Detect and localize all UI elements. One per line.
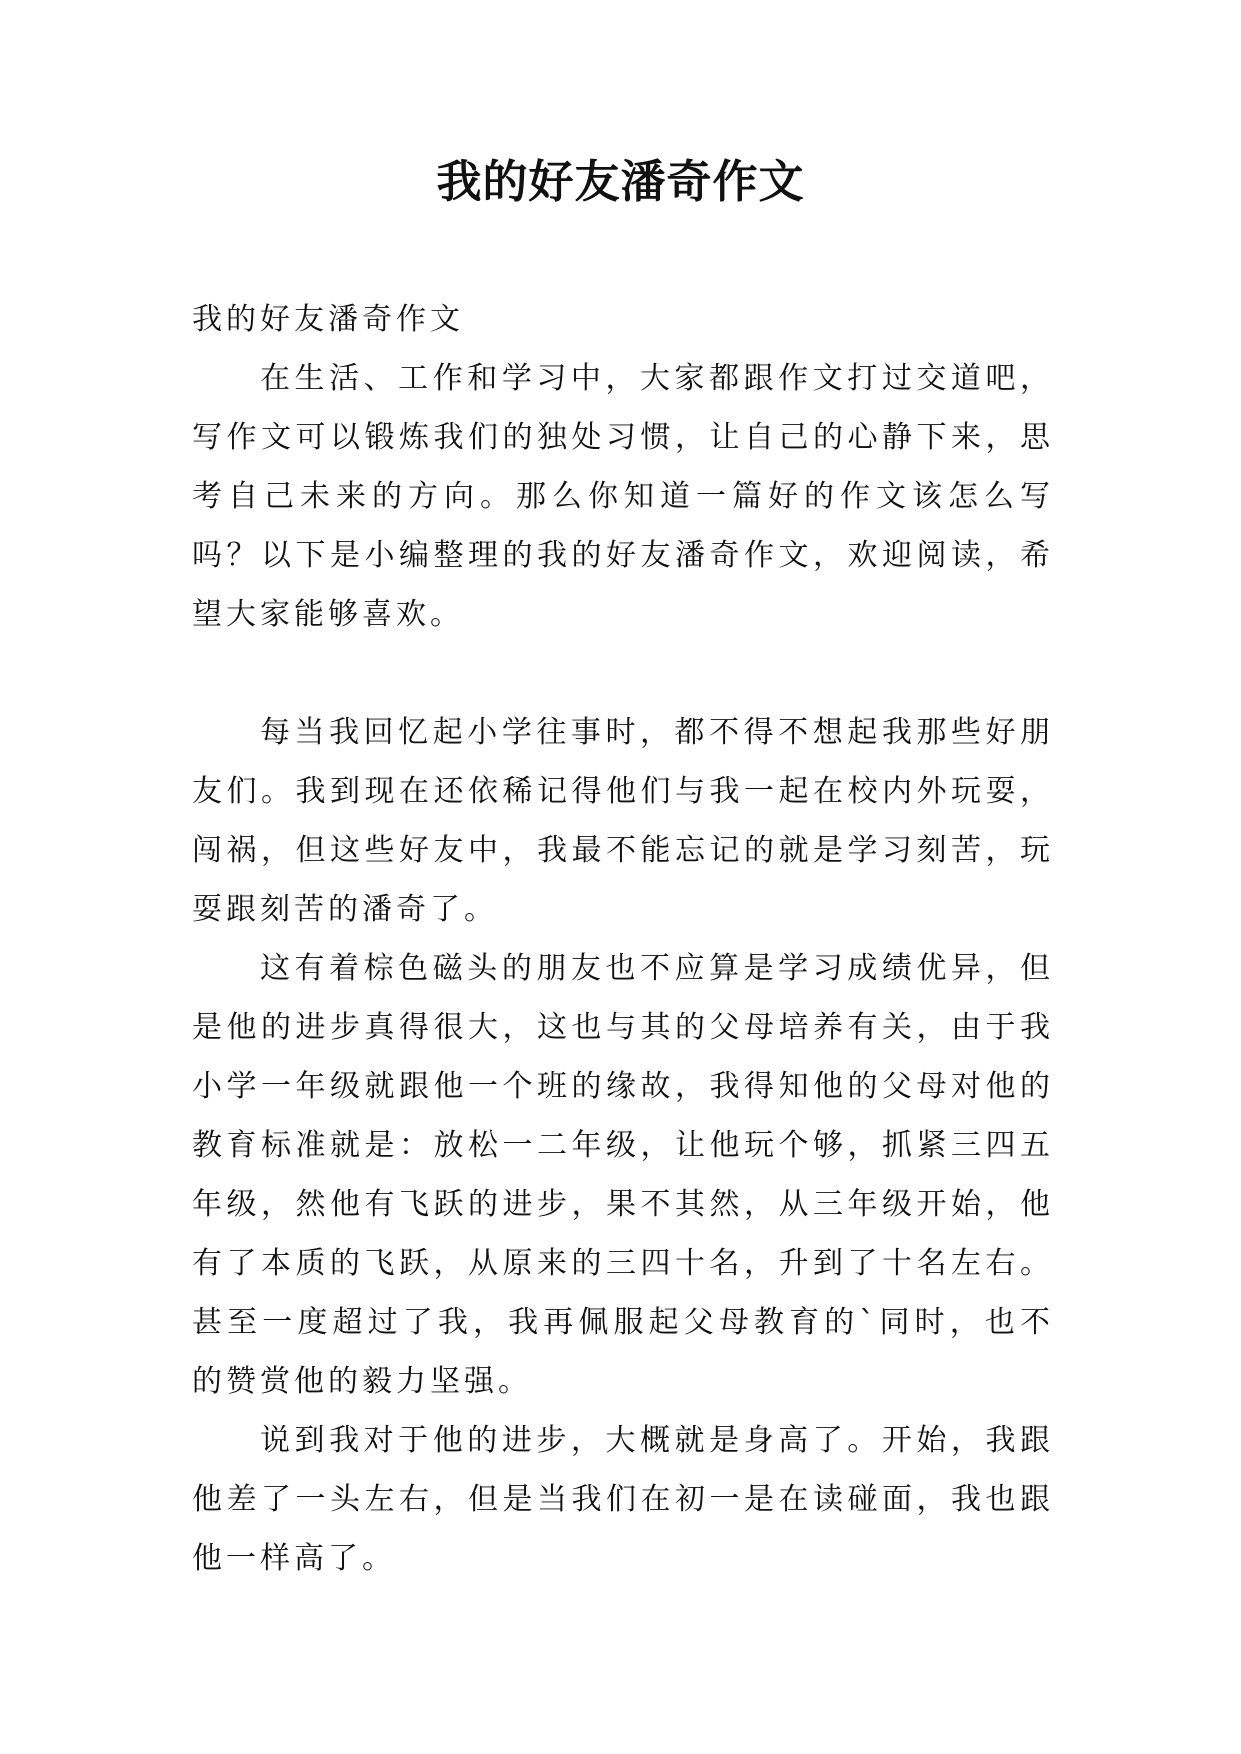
paragraph-memory: 每当我回忆起小学往事时，都不得不想起我那些好朋友们。我到现在还依稀记得他们与我一起在校内外玩耍，闯祸，但这些好友中，我最不能忘记的就是学习刻苦，玩耍跟刻苦的潘奇了。 (192, 715, 1054, 927)
paragraph-height: 说到我对于他的进步，大概就是身高了。开始，我跟他差了一头左右，但是当我们在初一是在读碰面，我也跟他一样高了。 (192, 1423, 1054, 1576)
paragraph-progress: 这有着棕色磁头的朋友也不应算是学习成绩优异，但是他的进步真得很大，这也与其的父母培养有关，由于我小学一年级就跟他一个班的缘故，我得知他的父母对他的教育标准就是：放松一二年级，让他玩个够，抓紧三四五年级，然他有飞跃的进步，果不其然，从三年级开始，他有了本质的飞跃，从原来的三四十名，升到了十名左右。甚至一度超过了我，我再佩服起父母教育的`同时，也不的赞赏他的毅力坚强。 (192, 951, 1054, 1399)
document-body (192, 290, 1054, 1588)
document-subtitle: 我的好友潘奇作文 (192, 302, 464, 337)
document-title: 我的好友潘奇作文 (436, 155, 805, 208)
paragraph-spacer (192, 644, 1054, 703)
paragraph-intro: 在生活、工作和学习中，大家都跟作文打过交道吧，写作文可以锻炼我们的独处习惯，让自己的心静下来，思考自己未来的方向。那么你知道一篇好的作文该怎么写吗？以下是小编整理的我的好友潘奇作文，欢迎阅读，希望大家能够喜欢。 (192, 361, 1054, 632)
